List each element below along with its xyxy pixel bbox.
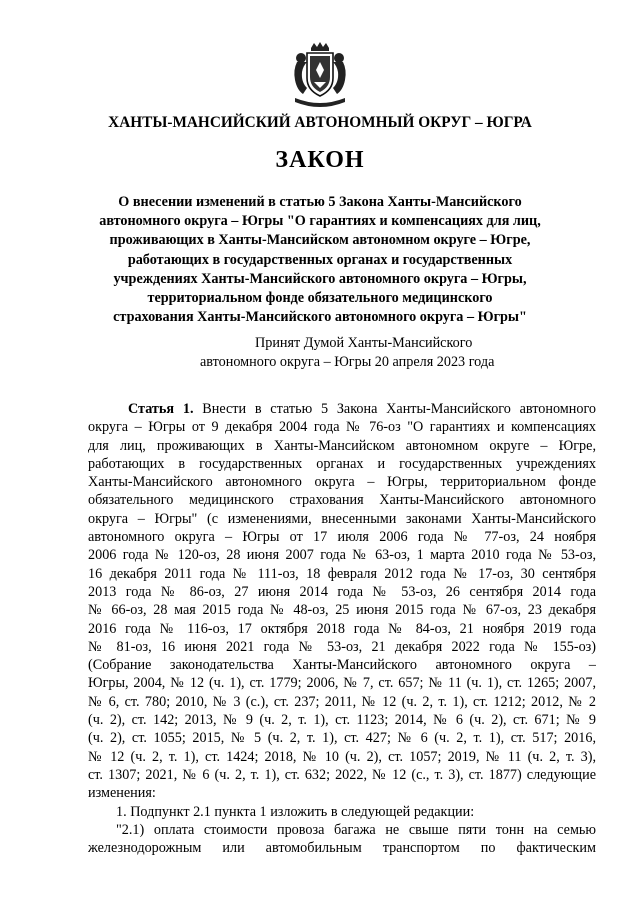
article-line: 2016 года № 116-оз, 17 октября 2018 года № 84-оз, 21 ноября 2019 года	[88, 620, 596, 637]
subject-line: территориальном фонде обязательного медицинского	[147, 290, 493, 307]
subject-line: работающих в государственных органах и государственных	[127, 251, 513, 268]
quote-line: железнодорожным или автомобильным транспортом по фактическим	[88, 840, 596, 857]
law-subject	[80, 193, 560, 327]
article-line: работающих в государственных органах и государственных учреждениях	[88, 455, 596, 472]
region-title: ХАНТЫ-МАНСИЙСКИЙ АВТОНОМНЫЙ ОКРУГ – ЮГРА	[108, 114, 532, 131]
adoption-line: Принят Думой Ханты-Мансийского	[255, 335, 473, 351]
article-line: № 66-оз, 28 мая 2015 года № 48-оз, 25 июня 2015 года № 67-оз, 23 декабря	[88, 602, 596, 619]
item-1: 1. Подпункт 2.1 пункта 1 изложить в следующей редакции:	[116, 803, 475, 820]
article-line: Ханты-Мансийского автономного округа – Югры, территориальном фонде	[88, 474, 596, 491]
article-body	[88, 400, 596, 857]
article-label: Статья 1.	[128, 401, 194, 417]
article-line: (ч. 2), ст. 1055; 2015, № 5 (ч. 2, т. 1), ст. 427; № 6 (ч. 2, т. 1), ст. 517; 2016,	[88, 730, 596, 747]
subject-line: учреждениях Ханты-Мансийского автономного округа – Югры,	[113, 270, 527, 287]
article-line: № 81-оз, 16 июня 2021 года № 53-оз, 21 декабря 2022 года № 155-оз)	[88, 638, 596, 655]
article-line: округа – Югры" (с изменениями, внесенными законами Ханты-Мансийского	[88, 510, 596, 527]
subject-line: страхования Ханты-Мансийского автономного округа – Югры"	[113, 309, 527, 326]
article-line: 2013 года № 86-оз, 27 июня 2014 года № 53-оз, 26 сентября 2014 года	[88, 583, 596, 600]
subject-line: автономного округа – Югры "О гарантиях и компенсациях для лиц,	[99, 213, 541, 230]
article-line: обязательного медицинского страхования Ханты-Мансийского автономного	[88, 492, 596, 509]
article-line: Югры, 2004, № 12 (ч. 1), ст. 1779; 2006, № 7, ст. 657; № 11 (ч. 1), ст. 1265; 2007,	[88, 675, 596, 692]
article-line: (ч. 2), ст. 142; 2013, № 9 (ч. 2, т. 1), ст. 1123; 2014, № 6 (ч. 2), ст. 671; № 9	[88, 712, 596, 729]
article-line: автономного округа – Югры от 17 июля 2006 года № 77-оз, 24 ноября	[88, 529, 596, 546]
article-text: Внести в статью 5 Закона Ханты-Мансийского автономного	[193, 401, 596, 417]
adoption-line: автономного округа – Югры 20 апреля 2023 года	[200, 353, 495, 370]
quote-line: "2.1) оплата стоимости провоза багажа не свыше пяти тонн на семью	[116, 821, 596, 838]
article-line: для лиц, проживающих в Ханты-Мансийском автономном округе – Югре,	[88, 437, 596, 454]
article-line: изменения:	[88, 785, 156, 802]
document-type: ЗАКОН	[275, 147, 365, 173]
article-line: 2006 года № 120-оз, 28 июня 2007 года № 63-оз, 1 марта 2010 года № 53-оз,	[88, 547, 596, 564]
adoption-note	[200, 334, 580, 371]
article-line: № 6, ст. 780; 2010, № 3 (с.), ст. 237; 2011, № 12 (ч. 2, т. 1), ст. 1212; 2012, № 2	[88, 693, 596, 710]
article-line: округа – Югры от 9 декабря 2004 года № 76-оз "О гарантиях и компенсациях	[88, 419, 596, 436]
coat-of-arms-icon	[289, 42, 351, 108]
article-line	[88, 400, 596, 418]
article-line: 16 декабря 2011 года № 111-оз, 18 февраля 2012 года № 17-оз, 30 сентября	[88, 565, 596, 582]
article-line: ст. 1307; 2021, № 6 (ч. 2, т. 1), ст. 632; 2022, № 12 (с., т. 3), ст. 1877) следующие	[88, 766, 596, 783]
subject-line: О внесении изменений в статью 5 Закона Ханты-Мансийского	[118, 194, 522, 210]
article-line: (Собрание законодательства Ханты-Мансийского автономного округа –	[88, 657, 596, 674]
subject-line: проживающих в Ханты-Мансийском автономном округе – Югре,	[109, 232, 531, 249]
article-line: № 12 (ч. 2, т. 1), ст. 1424; 2018, № 10 (ч. 2), ст. 1057; 2019, № 11 (ч. 2, т. 3),	[88, 748, 596, 765]
